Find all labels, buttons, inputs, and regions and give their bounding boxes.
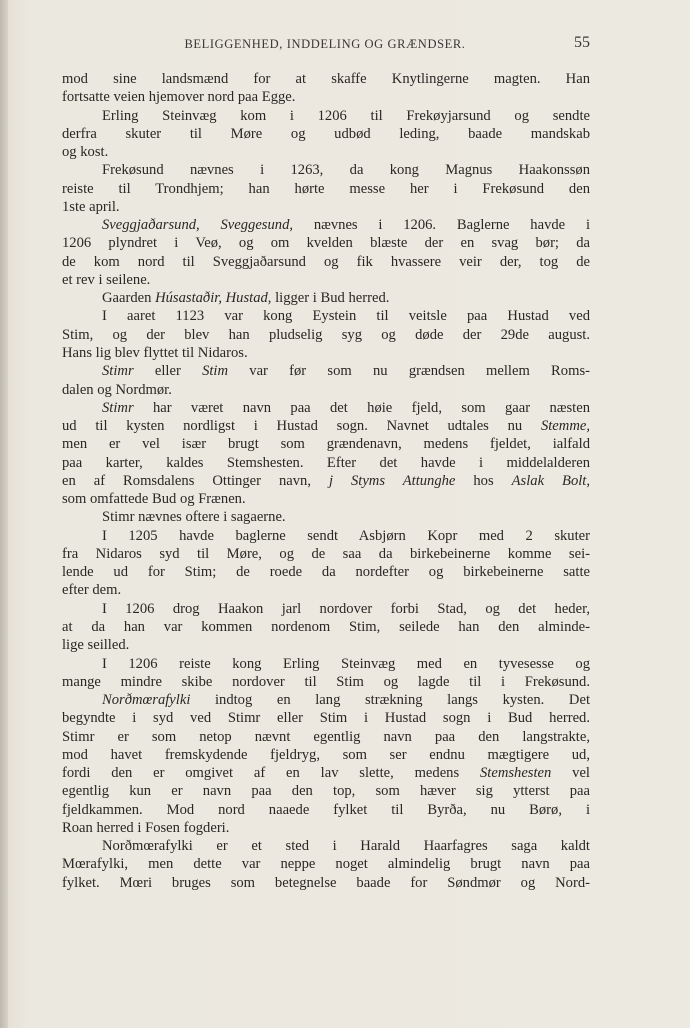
text-segment: fortsatte veien hjemover nord paa Egge. [62,89,296,106]
text-segment: fordi den er omgivet af en lav slette, medens [62,765,480,782]
text-segment: fjeldkammen. Mod nord naaede fylket til Byrða, nu Børø, i [62,801,590,818]
text-segment: efter dem. [62,582,122,599]
text-segment: mange mindre skibe nordover til Stim og lagde til i Frekøsund. [62,673,590,690]
italic-text: Stimr [102,363,134,380]
text-line [62,581,590,599]
text-line [62,180,590,198]
text-segment: egentlig kun er navn paa den top, som hæver sig ytterst paa [62,783,590,800]
italic-text: Stemme, [540,418,590,435]
text-segment: Erling Steinvæg kom i 1206 til Frekøyjarsund og sendte [102,107,590,124]
running-title: BELIGGENHED, INDDELING OG GRÆNDSER. [184,37,466,51]
text-segment: I 1206 drog Haakon jarl nordover forbi Stad, og det heder, [102,600,590,617]
text-segment: I aaret 1123 var kong Eystein til veitsle paa Hustad ved [102,308,590,325]
text-segment: et rev i seilene. [62,271,151,288]
italic-text: Norðmœrafylki [102,692,191,709]
text-segment: Hans lig blev flyttet til Nidaros. [62,344,248,361]
text-segment: 1ste april. [62,198,120,215]
text-segment: og kost. [62,144,109,161]
text-segment: eller [133,363,203,380]
italic-text: Stimr [102,399,134,416]
text-segment: de kom nord til Sveggjaðarsund og fik hvassere veir der, tog de [62,253,590,270]
text-line [62,801,590,819]
text-line [62,70,590,88]
text-line [62,234,590,252]
text-segment: en af Romsdalens Ottinger navn, [62,472,329,489]
text-line [62,563,590,581]
text-line [62,709,590,727]
text-line [62,435,590,453]
text-segment: Gaarden [102,290,156,307]
text-line [62,161,590,179]
text-line [62,837,590,855]
text-segment: fra Nidaros syd til Møre, og de saa da birkebeinerne komme sei- [62,545,590,562]
text-segment: vel [551,765,590,782]
running-head [60,34,590,56]
text-line [62,344,590,362]
text-line [62,125,590,143]
text-segment: var før som nu grændsen mellem Roms- [228,363,590,380]
text-line [62,381,590,399]
text-line [62,874,590,892]
text-line [62,728,590,746]
text-segment: paa karter, kaldes Stemshesten. Efter det havde i middelalderen [62,454,590,471]
text-segment: at da han var kommen nordenom Stim, seilede han den alminde- [62,618,590,635]
text-segment: har været navn paa det høie fjeld, som gaar næsten [133,399,590,416]
text-segment: hos [455,472,512,489]
text-segment: I 1206 reiste kong Erling Steinvæg med en tyvesesse og [102,655,590,672]
text-line [62,88,590,106]
text-line [62,600,590,618]
text-segment: mod sine landsmænd for at skaffe Knytlingerne magten. Han [62,71,590,87]
text-line [62,399,590,417]
text-line [62,417,590,435]
text-line [62,673,590,691]
text-line [62,326,590,344]
text-line [62,271,590,289]
text-line [62,198,590,216]
text-line [62,107,590,125]
text-line [62,746,590,764]
text-line [62,454,590,472]
italic-text: Húsastaðir, Hustad, [155,290,272,307]
italic-text: j Styms Attunghe [328,472,456,489]
text-segment: men er vel især brugt som grændenavn, medens fjeldet, ialfald [62,436,590,453]
text-segment: dalen og Nordmør. [62,381,172,398]
italic-text: Stim [202,363,229,380]
text-line [62,782,590,800]
text-segment: Stim, og der blev han pludselig syg og døde der 29de august. [62,326,590,343]
text-line [62,545,590,563]
text-segment: I 1205 havde baglerne sendt Asbjørn Kopr med 2 skuter [102,527,590,544]
text-segment: begyndte i syd ved Stimr eller Stim i Hustad sogn i Bud herred. [62,710,590,727]
text-segment: mod havet fremskydende fjeldryg, som ser endnu mægtigere ud, [62,746,590,763]
text-segment: Frekøsund nævnes i 1263, da kong Magnus Haakonssøn [102,162,590,179]
text-line [62,819,590,837]
text-segment: ud til kysten nordligst i Hustad sogn. Navnet udtales nu [62,418,541,435]
italic-text: Sveggjaðarsund, Sveggesund, [102,217,294,234]
text-segment: som omfattede Bud og Frænen. [62,491,246,508]
text-line [62,508,590,526]
text-segment: lende ud for Stim; de roede da nordefter og birkebeinerne satte [62,564,590,581]
text-line [62,855,590,873]
text-line [62,691,590,709]
text-line [62,527,590,545]
text-line [62,253,590,271]
text-line [62,289,590,307]
text-segment: 1206 plyndret i Veø, og om kvelden blæste der en svag bør; da [62,235,590,252]
text-line [62,655,590,673]
text-segment: indtog en lang strækning langs kysten. Det [190,692,590,709]
text-line [62,307,590,325]
text-segment: Mœrafylki, men dette var neppe noget almindelig brugt navn paa [62,856,590,873]
text-line [62,362,590,380]
page-number: 55 [574,34,590,51]
text-line [62,472,590,490]
text-segment: Roan herred i Fosen fogderi. [62,819,230,836]
text-line [62,490,590,508]
italic-text: Stemshesten [479,765,552,782]
text-segment: fylket. Mœri bruges som betegnelse baade for Søndmør og Nord- [62,874,590,891]
text-segment: derfra skuter til Møre og udbød leding, baade mandskab [62,125,590,142]
binding-shadow [0,0,8,1028]
text-line [62,764,590,782]
text-line [62,636,590,654]
text-line [62,143,590,161]
italic-text: Aslak Bolt, [511,472,590,489]
text-segment: Stimr nævnes oftere i sagaerne. [102,509,286,526]
text-segment: ligger i Bud herred. [271,290,390,307]
text-segment: lige seilled. [62,637,130,654]
body-text [62,70,590,892]
text-segment: Stimr er som netop nævnt egentlig navn paa den langstrakte, [62,728,590,745]
text-segment: reiste til Trondhjem; han hørte messe her i Frekøsund den [62,180,590,197]
text-line [62,618,590,636]
text-segment: nævnes i 1206. Baglerne havde i [293,217,590,234]
text-segment: Norðmœrafylki er et sted i Harald Haarfagres saga kaldt [102,838,590,855]
text-line [62,216,590,234]
